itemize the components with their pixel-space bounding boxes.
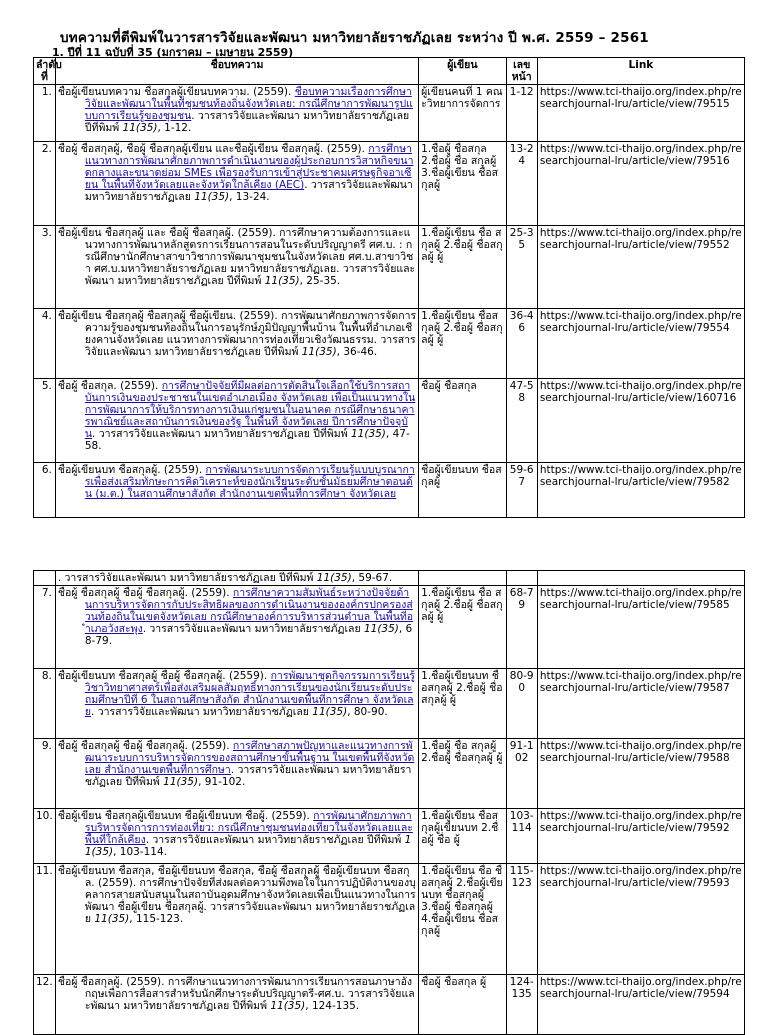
- volume-issue: 11(35): [316, 572, 352, 584]
- volume-issue: 11(35): [84, 834, 412, 858]
- page-range-text: , 59-67.: [351, 572, 393, 584]
- journal-name: . วารสารวิจัยและพัฒนา มหาวิทยาลัยราชภัฏเลย ปีที่พิมพ์: [92, 428, 351, 440]
- article-url[interactable]: https://www.tci-thaijo.org/index.php/researchjournal-lru/article/view/79588: [539, 740, 742, 764]
- author-list: ชื่อผู้เขียนบท ชื่อสกุลผู้: [421, 464, 502, 488]
- page-numbers: 25-35: [509, 227, 534, 251]
- column-header-link: Link: [537, 58, 744, 85]
- reference-authors-year: ชื่อผู้ ชื่อสกุลผู้ ชื่อผู้ ชื่อสกุลผู้. (2559).: [57, 587, 233, 599]
- row-number: 9.: [34, 739, 56, 809]
- reference-text: [58, 810, 416, 858]
- reference-authors-year: ชื่อผู้ ชื่อสกุลผู้ ชื่อผู้ ชื่อสกุลผู้. (2559).: [57, 740, 233, 752]
- reference-authors-year: ชื่อผู้เขียน ชื่อสกุลผู้ ชื่อสกุลผู้ ชื่อผู้เขียน. (2559). การพัฒนาศักยภาพการจัดการความรู้ของชุมชนท้องถิ่นในการอนุรักษ์ภูมิปัญญาพื้นบ้าน ในพื้นที่อำเภอเชียงคานจังหวัดเลย แนวทางการพัฒนาการท่องเที่ยวเชิงวัฒนธรรม. วารสารวิจัยและพัฒนา มหาวิทยาลัยราชภัฏเลย ปีที่พิมพ์: [57, 310, 417, 358]
- table-row: [34, 142, 745, 226]
- reference-cell: [55, 463, 418, 518]
- author-list: 1.ชื่อผู้เขียน ชื่อสกุลผู้ 2.ชื่อผู้ ชื่อสกุลผู้ ผู้: [421, 310, 503, 346]
- author-cell: [419, 463, 506, 518]
- author-list: 1.ชื่อผู้ ชื่อสกุล 2.ชื่อผู้ ชื่อ สกุลผู้ 3.ชื่อผู้เขียน ชื่อสกุลผู้: [421, 143, 499, 191]
- reference-authors-year: ชื่อผู้ ชื่อสกุลผู้. (2559). การศึกษาแนวทางการพัฒนาการเรียนการสอนภาษาอังกฤษเพื่อการสื่อสารสำหรับนักศึกษาระดับปริญญาตรี-ศศ.บ. วารสารวิจัยและพัฒนา มหาวิทยาลัยราชภัฏเลย ปีที่พิมพ์: [57, 976, 415, 1012]
- page-range-text: , 80-90.: [347, 706, 388, 718]
- author-cell: [419, 571, 506, 586]
- author-cell: [419, 586, 506, 669]
- reference-text: [58, 227, 416, 287]
- reference-cell: [55, 739, 418, 809]
- author-cell: [419, 142, 506, 226]
- pages-cell: [506, 739, 537, 809]
- article-title-link[interactable]: การศึกษาปัจจัยที่มีผลต่อการตัดสินใจเลือกใช้บริการสถาบันการเงินของประชาชนในเขตอำเภอเมือง จังหวัดเลย เพื่อเป็นแนวทางในการพัฒนาการให้บริการทางการเงินแก่ชุมชนในอนาคต กรณีศึกษาธนาคารพาณิชย์และสถาบันการเงินของรัฐ ในพื้นที่ จังหวัดเลย ปีการศึกษาปัจจุบัน: [84, 380, 416, 440]
- table-row: [34, 975, 745, 1035]
- article-url[interactable]: https://www.tci-thaijo.org/index.php/researchjournal-lru/article/view/79587: [539, 670, 742, 694]
- column-header-pages: เลขหน้า: [506, 58, 537, 85]
- link-cell: [537, 809, 744, 864]
- journal-name: . วารสารวิจัยและพัฒนา มหาวิทยาลัยราชภัฏเลย ปีที่พิมพ์: [84, 110, 410, 134]
- page-numbers: 13-24: [509, 143, 534, 167]
- link-cell: [537, 739, 744, 809]
- author-cell: [419, 864, 506, 975]
- page-numbers: 36-46: [509, 310, 534, 334]
- page-range-text: , 47-58.: [84, 428, 410, 452]
- author-cell: [419, 669, 506, 739]
- pages-cell: [506, 669, 537, 739]
- link-cell: [537, 226, 744, 309]
- link-cell: [537, 463, 744, 518]
- table-row: [34, 571, 745, 586]
- link-cell: [537, 142, 744, 226]
- page-numbers: 103-114: [509, 810, 534, 834]
- reference-text: [58, 587, 416, 647]
- row-number: [34, 571, 56, 586]
- author-list: ชื่อผู้ ชื่อสกุล ผู้: [421, 976, 487, 988]
- pages-cell: [506, 85, 537, 142]
- reference-cell: [55, 809, 418, 864]
- journal-name: . วารสารวิจัยและพัฒนา มหาวิทยาลัยราชภัฏเลย: [142, 623, 364, 635]
- link-cell: [537, 571, 744, 586]
- author-list: ผู้เขียนคนที่ 1 คณะวิทยาการจัดการ: [421, 86, 503, 110]
- article-url[interactable]: https://www.tci-thaijo.org/index.php/researchjournal-lru/article/view/79582: [539, 464, 742, 488]
- author-cell: [419, 226, 506, 309]
- reference-text: [58, 572, 416, 584]
- volume-issue: 11(35): [363, 623, 399, 635]
- article-title-link[interactable]: การพัฒนาชุดกิจกรรมการเรียนรู้วิชาวิทยาศาสตร์เพื่อส่งเสริมผลสัมฤทธิ์ทางการเรียนของนักเรียนระดับประถมศึกษาปีที่ 6 ในสถานศึกษาสังกัด สำนักงานเขตพื้นที่การศึกษา จังหวัดเลย: [84, 670, 416, 718]
- article-title-link[interactable]: การศึกษาแนวทางการพัฒนาศักยภาพการดำเนินงานของผู้ประกอบการวิสาหกิจขนาดกลางและขนาดย่อม SMEs เพื่อรองรับการเข้าสู่ประชาคมเศรษฐกิจอาเซียน ในพื้นที่จังหวัดเลยและจังหวัดใกล้เคียง (AEC): [84, 143, 414, 191]
- article-url[interactable]: https://www.tci-thaijo.org/index.php/researchjournal-lru/article/view/79554: [539, 310, 742, 334]
- pages-cell: [506, 809, 537, 864]
- table-row: [34, 463, 745, 518]
- reference-text: [58, 310, 416, 358]
- reference-text: [58, 976, 416, 1012]
- volume-issue: 11(35): [94, 913, 130, 925]
- reference-continuation: . วารสารวิจัยและพัฒนา มหาวิทยาลัยราชภัฏเลย ปีที่พิมพ์: [57, 572, 317, 584]
- reference-cell: [55, 864, 418, 975]
- reference-cell: [55, 85, 418, 142]
- pages-cell: [506, 226, 537, 309]
- table-row: [34, 226, 745, 309]
- article-url[interactable]: https://www.tci-thaijo.org/index.php/researchjournal-lru/article/view/79552: [539, 227, 742, 251]
- reference-text: [58, 380, 416, 452]
- link-cell: [537, 85, 744, 142]
- author-cell: [419, 85, 506, 142]
- link-cell: [537, 864, 744, 975]
- volume-issue: 11(35): [270, 1000, 306, 1012]
- issue-heading: 1. ปีที่ 11 ฉบับที่ 35 (มกราคม – เมษายน 2559): [52, 46, 294, 59]
- page-numbers: 59-67: [509, 464, 534, 488]
- link-cell: [537, 379, 744, 463]
- article-title-link[interactable]: ชื่อบทความเรื่องการศึกษาวิจัยและพัฒนาในพื้นที่ชุมชนท้องถิ่นจังหวัดเลย: กรณีศึกษาการพัฒนารูปแบบการเรียนรู้ของชุมชน: [84, 86, 413, 122]
- pages-cell: [506, 309, 537, 379]
- article-title-link[interactable]: การพัฒนาศักยภาพการบริหารจัดการการท่องเที่ยว: กรณีศึกษาชุมชนท่องเที่ยวในจังหวัดเลยและพื้นที่ใกล้เคียง: [84, 810, 413, 846]
- page-numbers: 1-12: [509, 86, 534, 98]
- page-range-text: , 115-123.: [129, 913, 184, 925]
- page-numbers: 124-135: [509, 976, 534, 1000]
- page-range-text: , 103-114.: [113, 846, 167, 858]
- column-header-author: ผู้เขียน: [419, 58, 506, 85]
- pages-cell: [506, 975, 537, 1035]
- author-list: 1.ชื่อผู้เขียน ชื่อ สกุลผู้ 2.ชื่อผู้ ชื่อสกุลผู้ ผู้: [421, 227, 503, 263]
- author-list: ชื่อผู้ ชื่อสกุล: [421, 380, 477, 392]
- link-cell: [537, 309, 744, 379]
- author-cell: [419, 975, 506, 1035]
- pages-cell: [506, 142, 537, 226]
- reference-authors-year: ชื่อผู้เขียนบทความ ชื่อสกุลผู้เขียนบทความ. (2559).: [57, 86, 295, 98]
- journal-name: . วารสารวิจัยและพัฒนา มหาวิทยาลัยราชภัฏเลย ปีที่พิมพ์: [145, 834, 405, 846]
- article-url[interactable]: https://www.tci-thaijo.org/index.php/researchjournal-lru/article/view/79585: [539, 587, 742, 611]
- reference-text: [58, 865, 416, 925]
- author-list: 1.ชื่อผู้เขียน ชื่อ ชื่อสกุลผู้ 2.ชื่อผู้เขียนบท ชื่อสกุลผู้ 3.ชื่อผู้ ชื่อสกุลผู้ 4.ชื่อผู้เขียน ชื่อสกุลผู้: [421, 865, 503, 937]
- article-url[interactable]: https://www.tci-thaijo.org/index.php/researchjournal-lru/article/view/160716: [539, 380, 742, 404]
- row-number: 1.: [34, 85, 56, 142]
- author-cell: [419, 739, 506, 809]
- table-row: [34, 864, 745, 975]
- pages-cell: [506, 586, 537, 669]
- page-range-text: , 25-35.: [299, 275, 341, 287]
- reference-text: [58, 670, 416, 718]
- page-range-text: , 68-79.: [84, 623, 413, 647]
- link-cell: [537, 669, 744, 739]
- author-cell: [419, 809, 506, 864]
- author-list: 1.ชื่อผู้ ชื่อ สกุลผู้ 2.ชื่อผู้ ชื่อสกุลผู้ ผู้: [421, 740, 503, 764]
- row-number: 12.: [34, 975, 56, 1035]
- reference-authors-year: ชื่อผู้เขียนบท ชื่อสกุลผู้ ชื่อผู้ ชื่อสกุลผู้. (2559).: [57, 670, 271, 682]
- journal-name: . วารสารวิจัยและพัฒนา มหาวิทยาลัยราชภัฏเลย: [91, 706, 313, 718]
- page-range-text: , 36-46.: [336, 346, 378, 358]
- volume-issue: 11(35): [350, 428, 386, 440]
- pages-cell: [506, 864, 537, 975]
- article-title-link[interactable]: การศึกษาความสัมพันธ์ระหว่างปัจจัยด้านการบริหารจัดการกับประสิทธิผลของการดำเนินงานขององค์กรปกครองส่วนท้องถิ่นในเขตจังหวัดเลย กรณีศึกษาองค์การบริหารส่วนตำบล ในพื้นที่อำเภอวังสะพุง: [84, 587, 414, 635]
- reference-cell: [55, 309, 418, 379]
- pages-cell: [506, 463, 537, 518]
- reference-authors-year: ชื่อผู้เขียนบท ชื่อสกุล, ชื่อผู้เขียนบท ชื่อสกุล, ชื่อผู้ ชื่อสกุลผู้ ชื่อผู้เขียนบท ชื่อสกุล. (2559). การศึกษาปัจจัยที่ส่งผลต่อความพึงพอใจในการปฏิบัติงานของบุคลากรสายสนับสนุนในสถาบันอุดมศึกษาจังหวัดเลยเพื่อเป็นแนวทางในการพัฒนา ชื่อผู้เขียน ชื่อสกุลผู้. วารสารวิจัยและพัฒนา มหาวิทยาลัยราชภัฏเลย: [57, 865, 416, 925]
- row-number: 8.: [34, 669, 56, 739]
- table-row: [34, 669, 745, 739]
- article-url[interactable]: https://www.tci-thaijo.org/index.php/researchjournal-lru/article/view/79593: [539, 865, 742, 889]
- row-number: 11.: [34, 864, 56, 975]
- reference-table-page2: [33, 570, 745, 1035]
- table-row: [34, 85, 745, 142]
- row-number: 5.: [34, 379, 56, 463]
- reference-text: [58, 143, 416, 203]
- table-header-row: [34, 58, 745, 85]
- row-number: 6.: [34, 463, 56, 518]
- volume-issue: 11(35): [312, 706, 348, 718]
- page-numbers: 68-79: [509, 587, 534, 611]
- volume-issue: 11(35): [301, 346, 337, 358]
- reference-cell: [55, 669, 418, 739]
- page-range-text: , 1-12.: [157, 122, 192, 134]
- reference-cell: [55, 379, 418, 463]
- author-cell: [419, 309, 506, 379]
- reference-cell: [55, 142, 418, 226]
- page-numbers: 91-102: [509, 740, 534, 764]
- reference-authors-year: ชื่อผู้เขียน ชื่อสกุลผู้ และ ชื่อผู้ ชื่อสกุลผู้. (2559). การศึกษาความต้องการและแนวทางการพัฒนาหลักสูตรการเรียนการสอนในระดับปริญญาตรี ศศ.บ. : กรณีศึกษานักศึกษาสาขาวิชาการพัฒนาชุมชนในจังหวัดเลย ศศ.บ.สาขาวิชา ศศ.บ.มหาวิทยาลัยราชภัฏเลย มหาวิทยาลัยราชภัฏเลย. วารสารวิจัยและพัฒนา มหาวิทยาลัยราชภัฏเลย ปีที่พิมพ์: [57, 227, 416, 287]
- volume-issue: 11(35): [122, 122, 158, 134]
- page-range-text: , 124-135.: [305, 1000, 360, 1012]
- reference-authors-year: ชื่อผู้เขียน ชื่อสกุลผู้เขียนบท ชื่อผู้เขียนบท ชื่อผู้. (2559).: [57, 810, 314, 822]
- article-title-link[interactable]: การศึกษาสภาพปัญหาและแนวทางการพัฒนาระบบการบริหารจัดการของสถานศึกษาขั้นพื้นฐาน ในเขตพื้นที่จังหวัดเลย สำนักงานเขตพื้นที่การศึกษา: [84, 740, 415, 776]
- journal-name: . วารสารวิจัยและพัฒนา มหาวิทยาลัยราชภัฏเลย: [84, 179, 413, 203]
- volume-issue: 11(35): [163, 776, 199, 788]
- article-url[interactable]: https://www.tci-thaijo.org/index.php/researchjournal-lru/article/view/79592: [539, 810, 742, 834]
- author-list: 1.ชื่อผู้เขียน ชื่อ สกุลผู้ 2.ชื่อผู้ ชื่อสกุลผู้ ผู้: [421, 587, 503, 623]
- table-row: [34, 586, 745, 669]
- article-title-link[interactable]: การพัฒนาระบบการจัดการเรียนรู้แบบบูรณาการเพื่อส่งเสริมทักษะการคิดวิเคราะห์ของนักเรียนระดับชั้นมัธยมศึกษาตอนต้น (ม.ต.) ในสถานศึกษาสังกัด สำนักงานเขตพื้นที่การศึกษา จังหวัดเลย: [84, 464, 415, 500]
- volume-issue: 11(35): [264, 275, 300, 287]
- table-row: [34, 379, 745, 463]
- page-range-text: , 13-24.: [229, 191, 270, 203]
- page-numbers: 47-58: [509, 380, 534, 404]
- row-number: 3.: [34, 226, 56, 309]
- author-list: 1.ชื่อผู้เขียนบท ชื่อสกุลผู้ 2.ชื่อผู้ ชื่อสกุลผู้ ผู้: [421, 670, 503, 706]
- reference-authors-year: ชื่อผู้ ชื่อสกุลผู้, ชื่อผู้ ชื่อสกุลผู้เขียน และชื่อผู้เขียน ชื่อสกุลผู้. (2559).: [57, 143, 369, 155]
- table-row: [34, 739, 745, 809]
- reference-authors-year: ชื่อผู้ ชื่อสกุล. (2559).: [57, 380, 162, 392]
- journal-name: . วารสารวิจัยและพัฒนา มหาวิทยาลัยราชภัฏเลย ปีที่พิมพ์: [84, 764, 412, 788]
- pages-cell: [506, 379, 537, 463]
- pages-cell: [506, 571, 537, 586]
- reference-cell: [55, 571, 418, 586]
- reference-authors-year: ชื่อผู้เขียนบท ชื่อสกุลผู้. (2559).: [57, 464, 206, 476]
- row-number: 2.: [34, 142, 56, 226]
- column-header-no: ลำดับที่: [34, 58, 56, 85]
- link-cell: [537, 586, 744, 669]
- link-cell: [537, 975, 744, 1035]
- page-numbers: 115-123: [509, 865, 534, 889]
- table-row: [34, 309, 745, 379]
- reference-text: [58, 464, 416, 500]
- article-url[interactable]: https://www.tci-thaijo.org/index.php/researchjournal-lru/article/view/79516: [539, 143, 742, 167]
- volume-issue: 11(35): [194, 191, 230, 203]
- row-number: 4.: [34, 309, 56, 379]
- author-cell: [419, 379, 506, 463]
- reference-table-page1: [33, 57, 745, 518]
- article-url[interactable]: https://www.tci-thaijo.org/index.php/researchjournal-lru/article/view/79515: [539, 86, 742, 110]
- page-numbers: 80-90: [509, 670, 534, 694]
- reference-cell: [55, 226, 418, 309]
- article-url[interactable]: https://www.tci-thaijo.org/index.php/researchjournal-lru/article/view/79594: [539, 976, 742, 1000]
- row-number: 7.: [34, 586, 56, 669]
- table-row: [34, 809, 745, 864]
- column-header-reference: ชื่อบทความ: [55, 58, 418, 85]
- document-title: บทความที่ตีพิมพ์ในวารสารวิจัยและพัฒนา มหาวิทยาลัยราชภัฏเลย ระหว่าง ปี พ.ศ. 2559 – 2561: [60, 30, 649, 46]
- reference-cell: [55, 975, 418, 1035]
- row-number: 10.: [34, 809, 56, 864]
- reference-text: [58, 86, 416, 134]
- reference-text: [58, 740, 416, 788]
- author-list: 1.ชื่อผู้เขียน ชื่อสกุลผู้เขียนบท 2.ชื่อผู้ ชื่อ ผู้: [421, 810, 499, 846]
- page-range-text: , 91-102.: [198, 776, 246, 788]
- reference-cell: [55, 586, 418, 669]
